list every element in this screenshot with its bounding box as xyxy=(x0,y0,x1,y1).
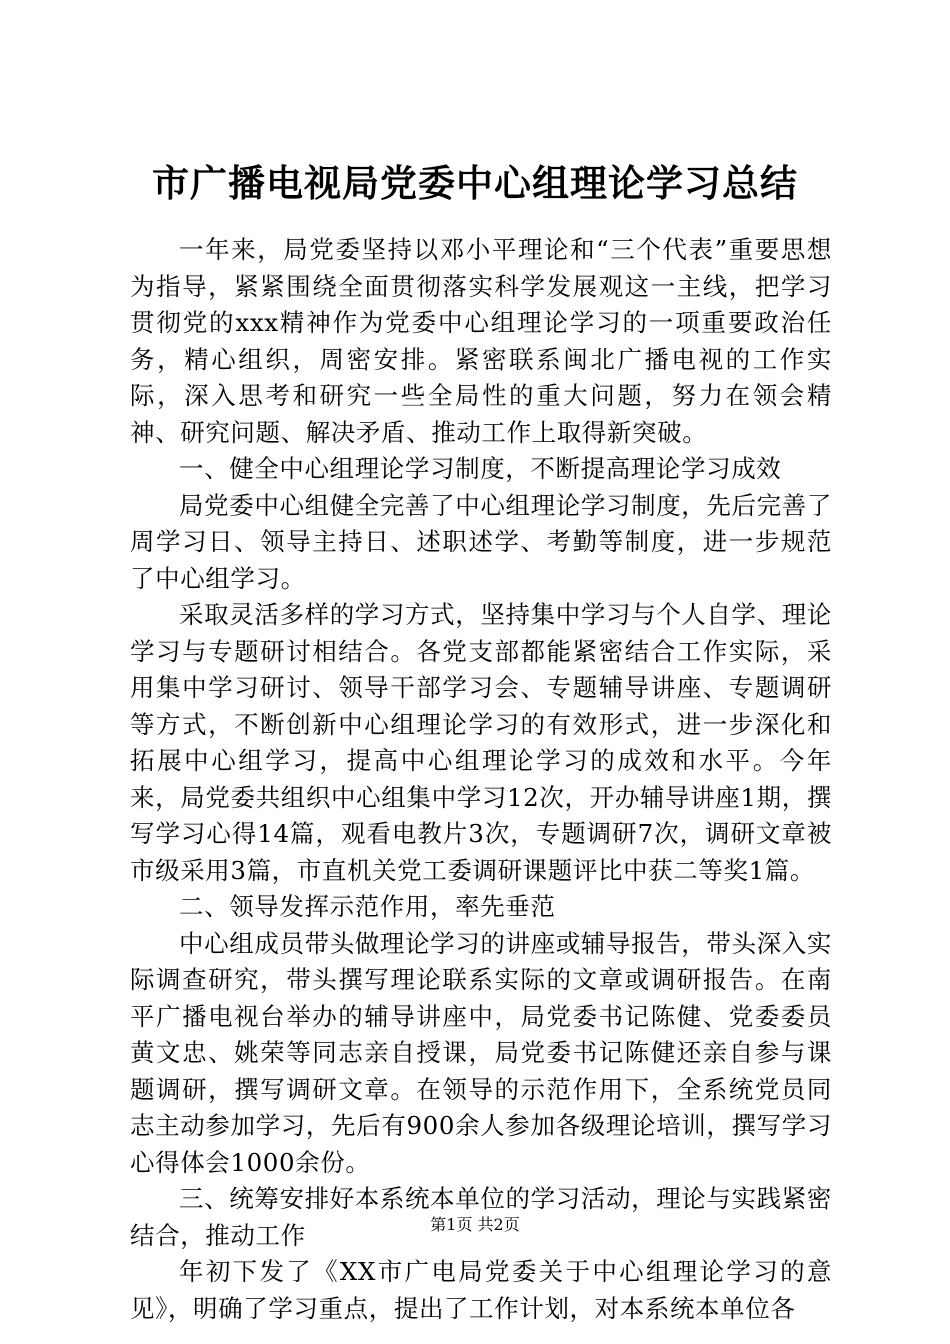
paragraph-section2: 中心组成员带头做理论学习的讲座或辅导报告，带头深入实际调查研究，带头撰写理论联系实际的文章或调研报告。在南平广播电视台举办的辅导讲座中，局党委书记陈健、党委委员黄文忠、姚荣等同志亲自授课，局党委书记陈健还亲自参与课题调研，撰写调研文章。在领导的示范作用下，全系统党员同志主动参加学习，先后有900余人参加各级理论培训，撰写学习心得体会1000余份。 xyxy=(130,928,832,1177)
paragraph-section3: 年初下发了《XX市广电局党委关于中心组理论学习的意见》，明确了学习重点，提出了工作计划，对本系统本单位各 xyxy=(130,1257,832,1323)
paragraph-section1-a: 局党委中心组健全完善了中心组理论学习制度，先后完善了周学习日、领导主持日、述职述学、考勤等制度，进一步规范了中心组学习。 xyxy=(130,490,832,593)
paragraph-section1-b: 采取灵活多样的学习方式，坚持集中学习与个人自学、理论学习与专题研讨相结合。各党支部都能紧密结合工作实际，采用集中学习研讨、领导干部学习会、专题辅导讲座、专题调研等方式，不断创新中心组理论学习的有效形式，进一步深化和拓展中心组学习，提高中心组理论学习的成效和水平。今年来，局党委共组织中心组集中学习12次，开办辅导讲座1期，撰写学习心得14篇，观看电教片3次，专题调研7次，调研文章被市级采用3篇，市直机关党工委调研课题评比中获二等奖1篇。 xyxy=(130,600,832,885)
section-heading-3: 三、统筹安排好本系统本单位的学习活动，理论与实践紧密结合，推动工作 xyxy=(130,1184,832,1250)
section-heading-1: 一、健全中心组理论学习制度，不断提高理论学习成效 xyxy=(179,454,782,483)
paragraph-intro: 一年来，局党委坚持以邓小平理论和“三个代表”重要思想为指导，紧紧围绕全面贯彻落实科学发展观这一主线，把学习贯彻党的xxx精神作为党委中心组理论学习的一项重要政治任务，精心组织，周密安排。紧密联系闽北广播电视的工作实际，深入思考和研究一些全局性的重大问题，努力在领会精神、研究问题、解决矛盾、推动工作上取得新突破。 xyxy=(130,235,832,447)
document-title: 市广播电视局党委中心组理论学习总结 xyxy=(152,161,798,205)
page-number: 第1页 共2页 xyxy=(430,1215,520,1234)
section-heading-2: 二、领导发挥示范作用，率先垂范 xyxy=(179,892,556,921)
document-body xyxy=(130,232,832,1327)
